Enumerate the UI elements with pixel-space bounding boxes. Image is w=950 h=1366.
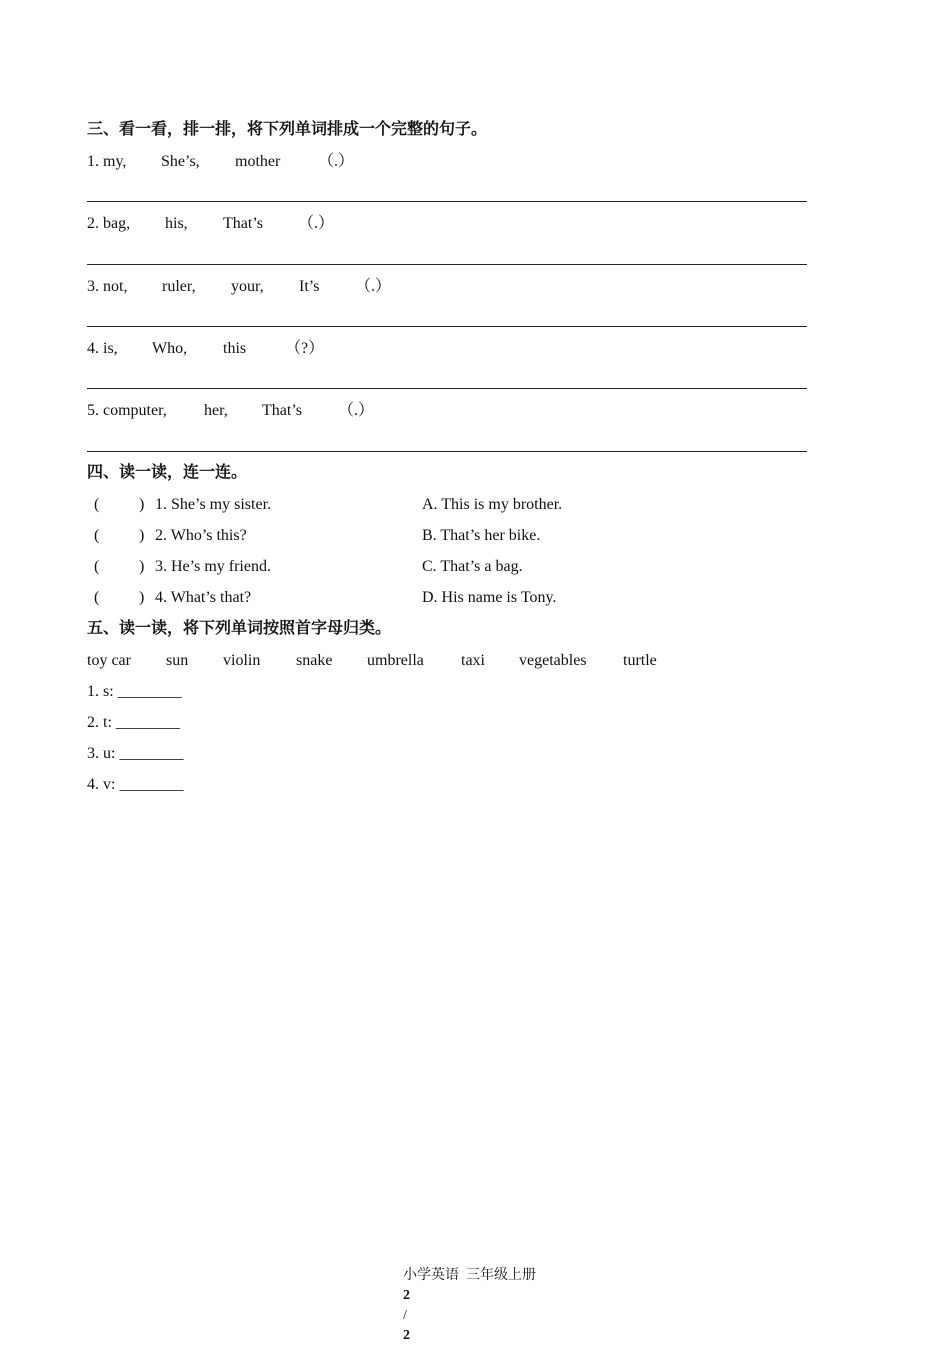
footer-page-total: 2 [403,1328,410,1343]
punctuation-hint: （?） [285,340,325,357]
word-bank-item: umbrella [367,652,424,669]
footer-page-number: 2 [403,1288,410,1303]
punctuation-hint: （.） [318,153,355,170]
match-left-item: 3. He’s my friend. [155,558,271,575]
match-right-item: B. That’s her bike. [422,527,541,544]
paren-close: ) [139,589,145,606]
word-bank-item: toy car [87,652,131,669]
paren-open: ( [94,496,100,513]
word: mother [235,153,281,170]
item-number: 4. is, [87,340,118,357]
paren-close: ) [139,496,145,513]
match-left-item: 2. Who’s this? [155,527,247,544]
item-number: 1. my, [87,153,127,170]
punctuation-hint: （.） [298,215,335,232]
match-left-item: 1. She’s my sister. [155,496,272,513]
answer-v[interactable]: 4. v: ________ [87,776,184,793]
word-bank-item: turtle [623,652,657,669]
match-left-item: 4. What’s that? [155,589,252,606]
answer-blank[interactable] [110,495,136,515]
word: his, [165,215,188,232]
answer-line[interactable] [87,451,807,452]
word: It’s [299,278,320,295]
match-right-item: C. That’s a bag. [422,558,523,575]
word-bank-item: snake [296,652,333,669]
section4-title: 四、读一读，连一连。 [87,464,248,481]
paren-open: ( [94,527,100,544]
punctuation-hint: （.） [338,402,375,419]
match-right-item: D. His name is Tony. [422,589,557,606]
answer-line[interactable] [87,201,807,202]
footer-separator: / [403,1308,407,1323]
answer-blank[interactable] [110,526,136,546]
item-number: 2. bag, [87,215,131,232]
section5-title: 五、读一读，将下列单词按照首字母归类。 [87,620,392,637]
answer-line[interactable] [87,326,807,327]
answer-u[interactable]: 3. u: ________ [87,745,184,762]
match-right-item: A. This is my brother. [422,496,563,513]
paren-open: ( [94,589,100,606]
answer-t[interactable]: 2. t: ________ [87,714,180,731]
item-number: 3. not, [87,278,128,295]
word-bank-item: sun [166,652,189,669]
paren-close: ) [139,527,145,544]
answer-line[interactable] [87,264,807,265]
paren-close: ) [139,558,145,575]
word: She’s, [161,153,200,170]
paren-open: ( [94,558,100,575]
word: this [223,340,247,357]
answer-blank[interactable] [110,557,136,577]
word-bank-item: vegetables [519,652,587,669]
word: her, [204,402,228,419]
word: That’s [262,402,302,419]
answer-s[interactable]: 1. s: ________ [87,683,182,700]
section3-title: 三、看一看，排一排，将下列单词排成一个完整的句子。 [87,121,488,138]
word-bank-item: taxi [461,652,485,669]
answer-line[interactable] [87,388,807,389]
word: ruler, [162,278,196,295]
word-bank-item: violin [223,652,261,669]
answer-blank[interactable] [110,588,136,608]
word: your, [231,278,264,295]
item-number: 5. computer, [87,402,167,419]
punctuation-hint: （.） [355,278,392,295]
page-footer [389,1246,536,1366]
word: That’s [223,215,263,232]
word: Who, [152,340,188,357]
footer-subject: 小学英语 三年级上册 [403,1268,536,1283]
